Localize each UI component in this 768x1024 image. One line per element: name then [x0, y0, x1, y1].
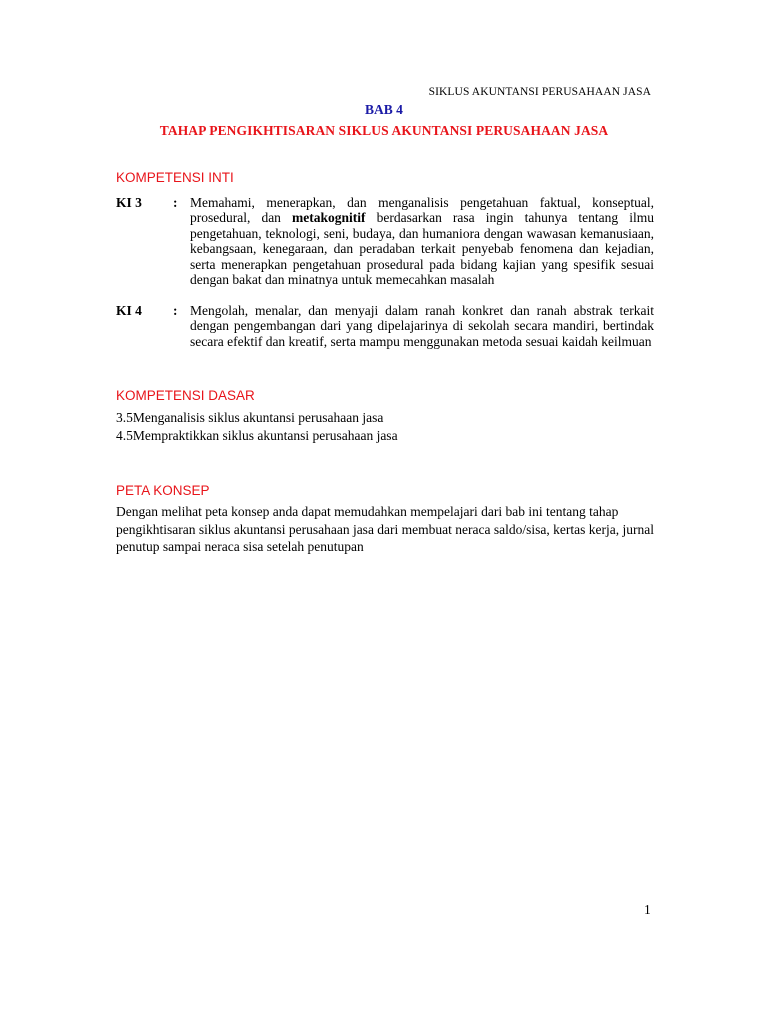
ki-description: Mengolah, menalar, dan menyaji dalam ranah konkret dan ranah abstrak terkait dengan pengembangan dari yang dipelajarinya di sekolah secara mandiri, bertindak secara efektif dan kreatif, serta mampu menggunakan metoda sesuai kaidah keilmuan [190, 303, 654, 349]
ki-text-before: Memahami, menerapkan, dan menganalisis pengetahuan faktual, konseptual, prosedural, dan [190, 195, 654, 226]
ki-code: KI 3 [116, 195, 142, 210]
kompetensi-dasar-item: 3.5Menganalisis siklus akuntansi perusahaan jasa [116, 410, 384, 425]
kompetensi-dasar-heading: KOMPETENSI DASAR [116, 388, 255, 403]
running-header: SIKLUS AKUNTANSI PERUSAHAAN JASA [428, 86, 651, 98]
ki-colon: : [173, 195, 178, 210]
kompetensi-dasar-item: 4.5Mempraktikkan siklus akuntansi perusahaan jasa [116, 428, 398, 443]
peta-konsep-heading: PETA KONSEP [116, 483, 210, 498]
chapter-label: BAB 4 [365, 102, 403, 117]
ki-code: KI 4 [116, 303, 142, 318]
chapter-title: TAHAP PENGIKHTISARAN SIKLUS AKUNTANSI PERUSAHAAN JASA [159, 123, 609, 138]
page-number: 1 [644, 902, 651, 917]
kompetensi-inti-heading: KOMPETENSI INTI [116, 170, 234, 185]
peta-konsep-paragraph: Dengan melihat peta konsep anda dapat memudahkan mempelajari dari bab ini tentang tahap pengikhtisaran siklus akuntansi perusahaan jasa dari membuat neraca saldo/sisa, kertas kerja, jurnal penutup sampai neraca sisa setelah penutupan [116, 504, 654, 554]
ki-colon: : [173, 303, 178, 318]
ki-description [190, 195, 654, 287]
ki-text-after: berdasarkan rasa ingin tahunya tentang ilmu pengetahuan, teknologi, seni, budaya, dan humaniora dengan wawasan kemanusiaan, kebangsaan, kenegaraan, dan peradaban terkait penyebab fenomena dan kejadian, serta menerapkan pengetahuan prosedural pada bidang kajian yang spesifik sesuai dengan bakat dan minatnya untuk memecahkan masalah [190, 210, 654, 288]
ki-text-bold: metakognitif [292, 210, 366, 226]
